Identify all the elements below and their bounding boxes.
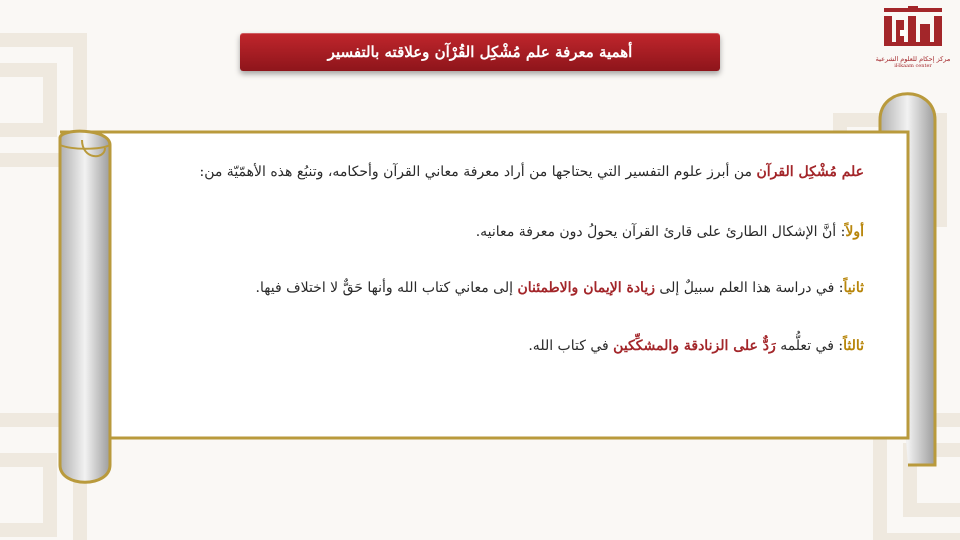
point-3-highlight: رَدٌّ على الزنادقة والمشكِّكين xyxy=(613,338,776,354)
point-2 xyxy=(118,280,864,296)
intro-lead: علم مُشْكِل القرآن xyxy=(756,164,864,180)
point-3-text-after: في كتاب الله. xyxy=(528,338,614,354)
point-3 xyxy=(118,338,864,354)
page-title: أهمية معرفة علم مُشْكِل القُرْآن وعلاقته بالتفسير xyxy=(240,33,720,71)
point-2-text-after: إلى معاني كتاب الله وأنها حَقٌّ لا اختلاف فيها. xyxy=(255,280,518,296)
logo-tagline: iHkaam center xyxy=(894,63,932,70)
intro-paragraph xyxy=(118,164,864,180)
content-area xyxy=(118,150,864,420)
intro-text: من أبرز علوم التفسير التي يحتاجها من أراد معرفة معاني القرآن وأحكامه، وتنبُع هذه الأهمّيّة من: xyxy=(199,164,757,180)
point-3-label: ثالثاً xyxy=(843,338,864,354)
logo-subtitle: مركز إحكام للعلوم الشرعية xyxy=(875,55,951,63)
point-3-text-before: : في تعلُّمه xyxy=(775,338,844,354)
point-1 xyxy=(118,224,864,240)
point-2-highlight: زيادة الإيمان والاطمئنان xyxy=(517,280,655,296)
point-1-text: : أنَّ الإشكال الطارئ على قارئ القرآن يحولُ دون معرفة معانيه. xyxy=(475,224,846,240)
point-2-label: ثانياً xyxy=(843,280,864,296)
point-1-label: أولاً xyxy=(845,224,864,240)
point-2-text-before: : في دراسة هذا العلم سبيلٌ إلى xyxy=(654,280,844,296)
